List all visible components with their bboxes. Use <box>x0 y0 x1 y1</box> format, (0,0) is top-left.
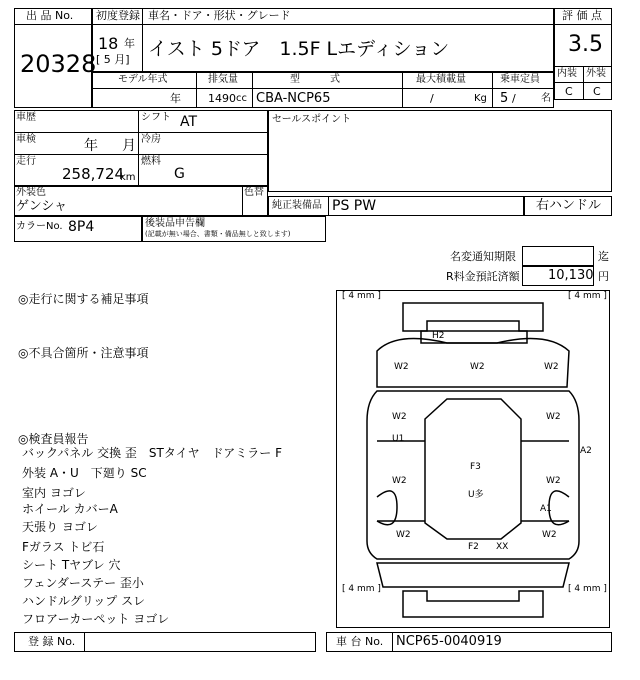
mark-roof-u: U多 <box>468 490 484 500</box>
model-code: CBA-NCP65 <box>256 91 331 106</box>
type-label: 型 式 <box>290 74 340 85</box>
shift-value: AT <box>180 114 198 130</box>
model-year-unit: 年 <box>170 92 181 105</box>
ac-label: 冷房 <box>141 134 161 145</box>
mark-a2: A2 <box>580 446 592 456</box>
mark-fr-door: W2 <box>546 412 561 422</box>
inspector-line: 外装 A・U 下廻り SC <box>22 466 147 480</box>
color-change-label: 色替 <box>244 187 264 198</box>
mark-rear-f2: F2 <box>468 542 479 552</box>
post-report-note: (記載が無い場合、書類・備品無しと致します) <box>145 230 291 238</box>
divider <box>252 72 253 108</box>
inspector-report-label: ◎検査員報告 <box>18 432 89 446</box>
color-number-label: カラーNo. <box>16 221 63 232</box>
max-load-slash: / <box>430 92 434 105</box>
chassis-number-value: NCP65-0040919 <box>396 634 502 649</box>
divider <box>14 132 268 133</box>
mark-hood: W2 <box>470 362 485 372</box>
capacity-value: 5 <box>500 91 509 106</box>
fuel-label: 燃料 <box>141 156 161 167</box>
recycle-unit: 円 <box>598 270 609 283</box>
model-year-label: モデル年式 <box>118 74 168 85</box>
divider <box>392 632 393 652</box>
inspector-line: フェンダーステー 歪小 <box>22 576 144 590</box>
divider <box>583 66 584 100</box>
divider <box>554 24 612 25</box>
tire-tread-fr: [ 4 mm ] <box>568 291 607 301</box>
displacement-value: 1490 <box>208 92 236 105</box>
car-body-outline <box>337 291 609 627</box>
defects-label: ◎不具合箇所・注意事項 <box>18 346 149 360</box>
recycle-label: R料金預託済額 <box>446 270 520 283</box>
exterior-color-value: ゲンシャ <box>16 199 68 214</box>
capacity-slash: / <box>512 92 516 105</box>
year-unit: 年 <box>124 37 135 50</box>
inspector-line: シート Tヤブレ 穴 <box>22 558 121 572</box>
exterior-label: 外装 <box>586 68 606 79</box>
mark-roof-f3: F3 <box>470 462 481 472</box>
car-diagram <box>336 290 610 628</box>
fuel-value: G <box>174 166 185 182</box>
tire-tread-rr: [ 4 mm ] <box>568 584 607 594</box>
mark-rr-fender: W2 <box>542 530 557 540</box>
equipment-value: PS PW <box>332 198 377 214</box>
mileage-value: 258,724 <box>62 165 125 183</box>
first-registration-label: 初度登録 <box>96 9 140 22</box>
mark-fr-fender: W2 <box>544 362 559 372</box>
tire-tread-rl: [ 4 mm ] <box>342 584 381 594</box>
color-number-value: 8P4 <box>68 219 95 235</box>
registration-year: 18 <box>98 34 119 53</box>
mark-u1: U1 <box>392 434 405 444</box>
mark-rl-door: W2 <box>392 476 407 486</box>
max-load-label: 最大積載量 <box>416 74 466 85</box>
capacity-label: 乗車定員 <box>500 74 540 85</box>
shift-label: シフト <box>141 112 171 123</box>
inspector-line: 天張り ヨゴレ <box>22 520 98 534</box>
capacity-unit: 名 <box>541 93 551 104</box>
mark-h2: H2 <box>432 331 445 341</box>
inspection-label: 車検 <box>16 134 36 145</box>
divider <box>14 154 268 155</box>
name-change-box <box>522 246 594 266</box>
mark-rr-door: W2 <box>546 476 561 486</box>
divider <box>242 186 243 216</box>
divider <box>14 24 92 25</box>
car-name: イスト 5ドア 1.5F Lエディション <box>148 38 450 60</box>
equipment-label: 純正装備品 <box>272 200 322 211</box>
max-load-unit: Kg <box>474 93 487 104</box>
divider <box>196 72 197 108</box>
divider <box>138 110 139 186</box>
history-label: 車歴 <box>16 112 36 123</box>
name-change-label: 名変通知期限 <box>450 250 516 263</box>
tire-tread-fl: [ 4 mm ] <box>342 291 381 301</box>
inspector-line: 室内 ヨゴレ <box>22 486 86 500</box>
lot-number-label: 出 品 No. <box>26 9 74 22</box>
mileage-label: 走行 <box>16 156 36 167</box>
model-label: 車名・ドア・形状・グレード <box>148 9 291 22</box>
steering-value: 右ハンドル <box>536 198 602 213</box>
interior-label: 内装 <box>557 68 577 79</box>
sales-point-label: セールスポイント <box>272 114 352 125</box>
name-change-unit: 迄 <box>598 250 609 263</box>
score-value: 3.5 <box>568 32 603 57</box>
divider <box>142 8 143 72</box>
mark-fl-fender: W2 <box>394 362 409 372</box>
divider <box>492 72 493 108</box>
inspector-line: Fガラス トビ石 <box>22 540 105 554</box>
driving-notes-label: ◎走行に関する補足事項 <box>18 292 149 306</box>
mark-rear-xx: XX <box>496 542 509 552</box>
chassis-number-label: 車 台 No. <box>336 635 384 648</box>
lot-number: 20328 <box>20 50 97 78</box>
divider <box>84 632 85 652</box>
mark-rl-fender: W2 <box>396 530 411 540</box>
inspection-month-unit: 月 <box>122 138 136 154</box>
post-report-label: 後装品申告欄 <box>145 218 205 229</box>
inspector-line: フロアーカーペット ヨゴレ <box>22 612 170 626</box>
registration-number-label: 登 録 No. <box>28 635 76 648</box>
inspector-line: ハンドルグリップ スレ <box>22 594 146 608</box>
mark-fl-door: W2 <box>392 412 407 422</box>
exterior-grade: C <box>593 85 601 98</box>
exterior-color-label: 外装色 <box>16 187 46 198</box>
score-label: 評 価 点 <box>562 9 602 22</box>
divider <box>92 24 554 25</box>
mark-a1: A1 <box>540 504 552 514</box>
divider <box>402 72 403 108</box>
inspector-line: ホイール カバーA <box>22 502 118 516</box>
displacement-label: 排気量 <box>208 74 238 85</box>
interior-grade: C <box>565 85 573 98</box>
mileage-unit: km <box>120 172 136 183</box>
divider <box>92 88 554 89</box>
registration-month: [ 5 月] <box>96 53 130 66</box>
inspector-line: バックパネル 交換 歪 STタイヤ ドアミラー F <box>22 446 282 460</box>
inspection-year-unit: 年 <box>84 138 98 154</box>
recycle-value: 10,130 <box>548 268 594 283</box>
divider <box>328 196 329 216</box>
displacement-unit: cc <box>236 93 247 104</box>
